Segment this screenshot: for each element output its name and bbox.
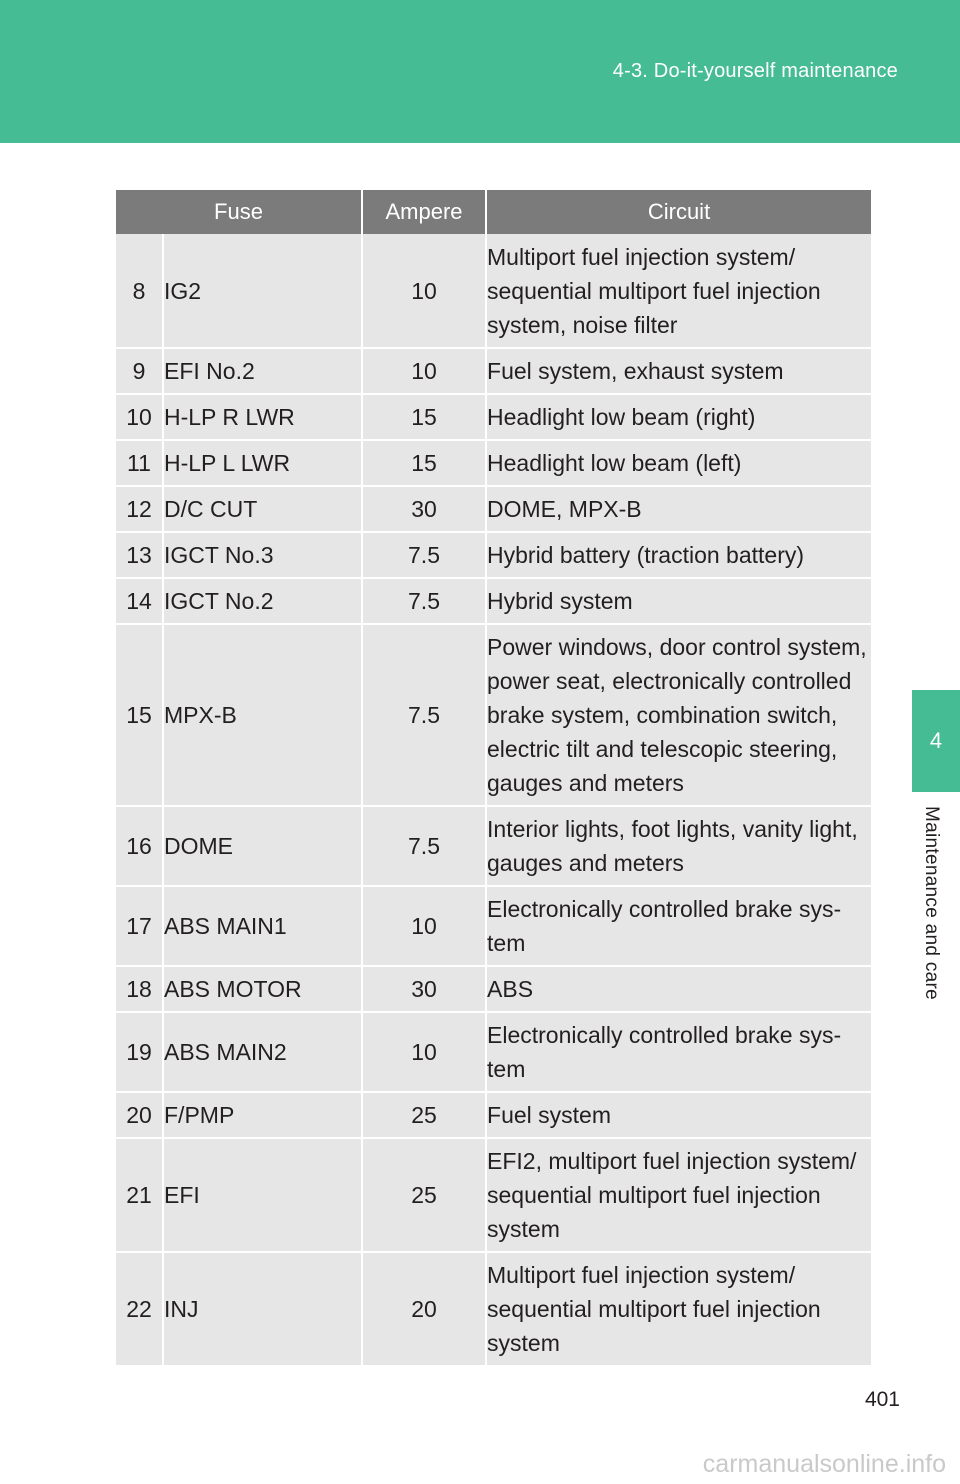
column-header-ampere: Ampere [362,190,486,234]
table-row [116,440,871,486]
fuse-ampere: 10 [362,886,486,966]
fuse-name: EFI [163,1138,362,1252]
fuse-circuit: DOME, MPX-B [486,486,871,532]
fuse-circuit: Power windows, door control system, power seat, electronically controlled brake system, combination switch, electric tilt and telescopic steering, gauges and meters [486,624,871,806]
fuse-ampere: 15 [362,440,486,486]
fuse-circuit: Hybrid system [486,578,871,624]
fuse-number: 15 [116,624,163,806]
fuse-circuit: Electronically controlled brake sys- tem [486,886,871,966]
table-row [116,1252,871,1366]
table-header-row [116,190,871,234]
fuse-ampere: 7.5 [362,578,486,624]
fuse-name: H-LP L LWR [163,440,362,486]
fuse-name: EFI No.2 [163,348,362,394]
chapter-number: 4 [929,728,943,753]
table-row [116,966,871,1012]
page-number: 401 [864,1388,900,1411]
table-row [116,1092,871,1138]
fuse-circuit: Multiport fuel injection system/ sequential multiport fuel injection system [486,1252,871,1366]
fuse-name: D/C CUT [163,486,362,532]
fuse-ampere: 25 [362,1092,486,1138]
table-row [116,1012,871,1092]
column-header-circuit: Circuit [486,190,871,234]
fuse-ampere: 15 [362,394,486,440]
fuse-ampere: 7.5 [362,806,486,886]
fuse-circuit: ABS [486,966,871,1012]
fuse-number: 20 [116,1092,163,1138]
table-row [116,348,871,394]
fuse-number: 19 [116,1012,163,1092]
fuse-ampere: 7.5 [362,624,486,806]
fuse-name: ABS MAIN1 [163,886,362,966]
fuse-ampere: 10 [362,234,486,348]
table-row [116,532,871,578]
fuse-number: 12 [116,486,163,532]
fuse-number: 8 [116,234,163,348]
fuse-number: 18 [116,966,163,1012]
fuse-ampere: 10 [362,348,486,394]
table-row [116,886,871,966]
fuse-number: 13 [116,532,163,578]
fuse-ampere: 25 [362,1138,486,1252]
table-row [116,624,871,806]
chapter-title: Maintenance and care [921,806,942,1001]
fuse-circuit: Hybrid battery (traction battery) [486,532,871,578]
fuse-circuit: Headlight low beam (right) [486,394,871,440]
table-body [116,234,871,1366]
fuse-circuit: EFI2, multiport fuel injection system/ sequential multiport fuel injection system [486,1138,871,1252]
fuse-number: 11 [116,440,163,486]
fuse-name: DOME [163,806,362,886]
fuse-number: 16 [116,806,163,886]
fuse-ampere: 10 [362,1012,486,1092]
fuse-number: 14 [116,578,163,624]
fuse-name: IGCT No.2 [163,578,362,624]
fuse-circuit: Fuel system, exhaust system [486,348,871,394]
fuse-number: 9 [116,348,163,394]
fuse-number: 21 [116,1138,163,1252]
fuse-name: ABS MOTOR [163,966,362,1012]
fuse-circuit: Electronically controlled brake sys- tem [486,1012,871,1092]
fuse-number: 17 [116,886,163,966]
fuse-name: F/PMP [163,1092,362,1138]
fuse-name: ABS MAIN2 [163,1012,362,1092]
fuse-circuit: Multiport fuel injection system/ sequential multiport fuel injection system, noise filter [486,234,871,348]
chapter-tab[interactable] [912,690,960,792]
table-row [116,486,871,532]
column-header-fuse: Fuse [116,190,362,234]
fuse-number: 22 [116,1252,163,1366]
fuse-table [116,190,871,1367]
fuse-ampere: 30 [362,966,486,1012]
fuse-name: IG2 [163,234,362,348]
fuse-name: MPX-B [163,624,362,806]
fuse-number: 10 [116,394,163,440]
table-row [116,806,871,886]
fuse-circuit: Interior lights, foot lights, vanity light, gauges and meters [486,806,871,886]
table-row [116,234,871,348]
table-row [116,578,871,624]
watermark: carmanualsonline.info [702,1450,946,1478]
table-row [116,1138,871,1252]
fuse-ampere: 30 [362,486,486,532]
header-band [0,0,960,143]
fuse-circuit: Fuel system [486,1092,871,1138]
table-row [116,394,871,440]
fuse-name: H-LP R LWR [163,394,362,440]
fuse-circuit: Headlight low beam (left) [486,440,871,486]
section-title: 4-3. Do-it-yourself maintenance [612,60,898,82]
fuse-ampere: 7.5 [362,532,486,578]
fuse-name: INJ [163,1252,362,1366]
fuse-ampere: 20 [362,1252,486,1366]
fuse-name: IGCT No.3 [163,532,362,578]
